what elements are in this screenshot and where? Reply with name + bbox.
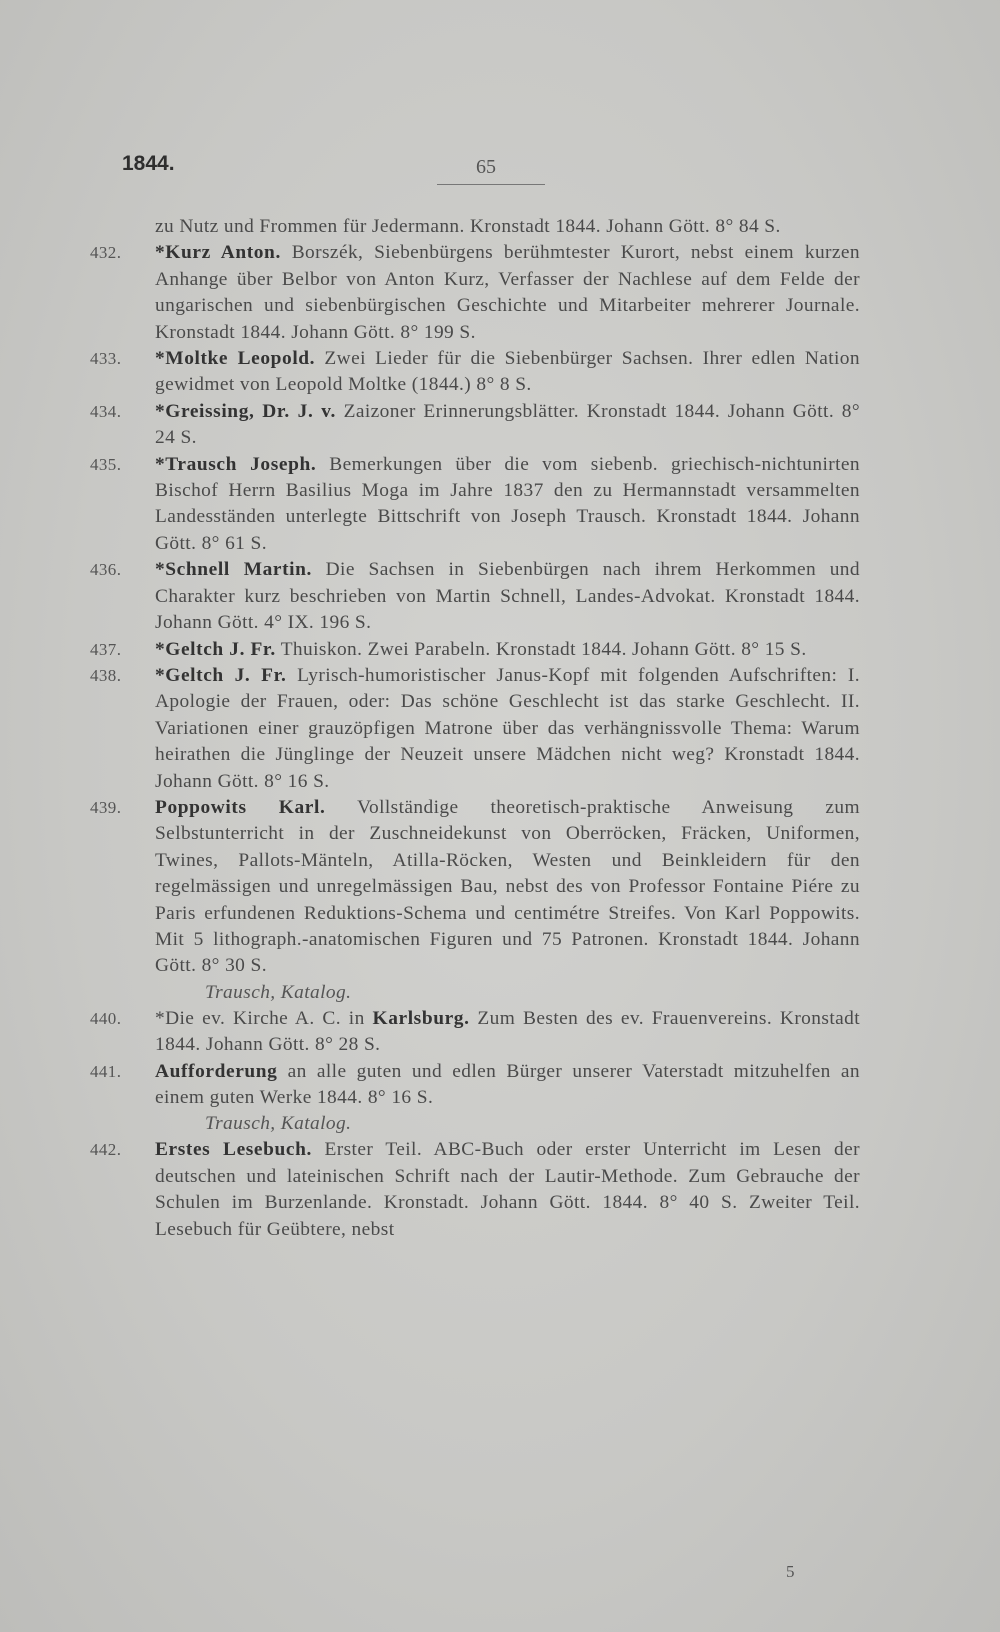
entry-author: *Moltke Leopold. [155,348,316,370]
entry-number: 435. [90,454,122,474]
page-year: 1844. [122,152,175,175]
entry-number: 437. [90,639,122,659]
entry-number: 441. [90,1061,122,1081]
entry-text: Zaizoner Erinnerungsblätter. Kronstadt 1844. Johann Gött. 8° 24 S. [155,400,861,449]
entry-434 [80,399,860,452]
entry-442 [80,1137,860,1243]
page-number: 65 [476,156,496,178]
entry-441 [80,1059,860,1112]
entry-author: *Schnell Martin. [155,559,312,581]
entry-text: Zwei Lieder für die Siebenbürger Sachsen. Ihrer edlen Nation gewidmet von Leopold Moltke (1844.) 8° 8 S. [155,348,860,396]
entry-number: 433. [90,349,122,369]
entry-text: Zum Besten des ev. Frauenvereins. Kronstadt 1844. Johann Gött. 8° 28 S. [155,1007,860,1056]
entry-438 [80,663,860,795]
entry-440 [80,1006,860,1059]
entry-author: *Kurz Anton. [155,242,281,264]
entry-text: an alle guten und edlen Bürger unserer Vaterstadt mitzuhelfen an einem guten Werke 1844. 8° 16 S. [155,1060,861,1108]
entry-number: 434. [90,401,122,421]
entry-number: 436. [90,560,122,580]
entry-author: Poppowits Karl. [155,796,326,818]
entry-title: Erstes Lesebuch. [155,1139,312,1161]
entry-439 [80,795,860,980]
continuation-text: zu Nutz und Frommen für Jedermann. Kronstadt 1844. Johann Gött. 8° 84 S. [155,216,781,237]
entry-prefix: *Die ev. Kirche A. C. in [155,1007,373,1029]
bibliography-list [80,214,860,1243]
entry-433 [80,346,860,399]
entry-text: Bemerkungen über die vom siebenb. griechisch-nichtunirten Bischof Herrn Basilius Moga im Jahre 1837 den zu Hermannstadt versammelten Landesständen unterlegte Bittschrift von Joseph Trausch. Kronstadt 1844. Johann Gött. 8° 61 S. [155,453,861,554]
entry-number: 442. [90,1140,122,1160]
header-rule [437,184,545,185]
entry-text: Lyrisch-humoristischer Janus-Kopf mit folgenden Aufschriften: I. Apologie der Frauen, oder: Das schöne Geschlecht ist das starke Geschlecht. II. Variationen einer grauzöpfigen Matrone über das verhängnissvolle Thema: Warum heirathen die Jünglinge der Neuzeit unsere Mädchen nicht weg? Kronstadt 1844. Johann Gött. 8° 16 S. [155,664,861,792]
entry-436 [80,557,860,636]
entry-number: 432. [90,243,122,263]
entry-text: Thuiskon. Zwei Parabeln. Kronstadt 1844. Johann Gött. 8° 15 S. [280,638,807,660]
entry-author: *Trausch Joseph. [155,453,317,475]
entry-author: *Geltch J. Fr. [155,664,287,686]
entry-text: Die Sachsen in Siebenbürgen nach ihrem Herkommen und Charakter kurz beschrieben von Martin Schnell, Landes-Advokat. Kronstadt 1844. Johann Gött. 4° IX. 196 S. [155,559,861,634]
entry-text: Borszék, Siebenbürgens berühmtester Kurort, nebst einem kurzen Anhange über Belbor von Anton Kurz, Verfasser der Nachlese auf dem Felde der ungarischen und siebenbürgischen Geschichte und Mitarbeiter mehrerer Journale. Kronstadt 1844. Johann Gött. 8° 199 S. [155,242,860,343]
entry-text: Erster Teil. ABC-Buch oder erster Unterricht im Lesen der deutschen und lateinischen Schrift nach der Lautir-Methode. Zum Gebrauche der Schulen im Burzenlande. Kronstadt. Johann Gött. 1844. 8° 40 S. Zweiter Teil. Lesebuch für Geübtere, nebst [155,1139,860,1240]
entry-author: *Geltch J. Fr. [155,638,276,660]
entry-437 [80,637,860,663]
entry-text: Vollständige theoretisch-praktische Anweisung zum Selbstunterricht in der Zuschneidekunst von Oberröcken, Fräcken, Uniformen, Twines, Pallots-Mänteln, Atilla-Röcken, Westen und Beinkleidern für den regelmässigen und unregelmässigen Bau, nebst des von Professor Fontaine Piére zu Paris erfundenen Reduktions-Schema und centimétre Streifes. Von Karl Poppowits. Mit 5 lithograph.-anatomischen Figuren und 75 Patronen. Kronstadt 1844. Johann Gött. 8° 30 S. [155,796,860,977]
entry-number: 440. [90,1008,122,1028]
entry-number: 439. [90,797,122,817]
signature-mark: 5 [786,1562,795,1581]
catalog-note: Trausch, Katalog. [205,1113,352,1135]
catalog-note: Trausch, Katalog. [205,981,352,1003]
entry-title: Karlsburg. [372,1007,470,1029]
entry-435 [80,452,860,558]
entry-title: Aufforderung [155,1060,278,1082]
entry-number: 438. [90,665,122,685]
entry-author: *Greissing, Dr. J. v. [155,400,336,422]
entry-432 [80,240,860,346]
